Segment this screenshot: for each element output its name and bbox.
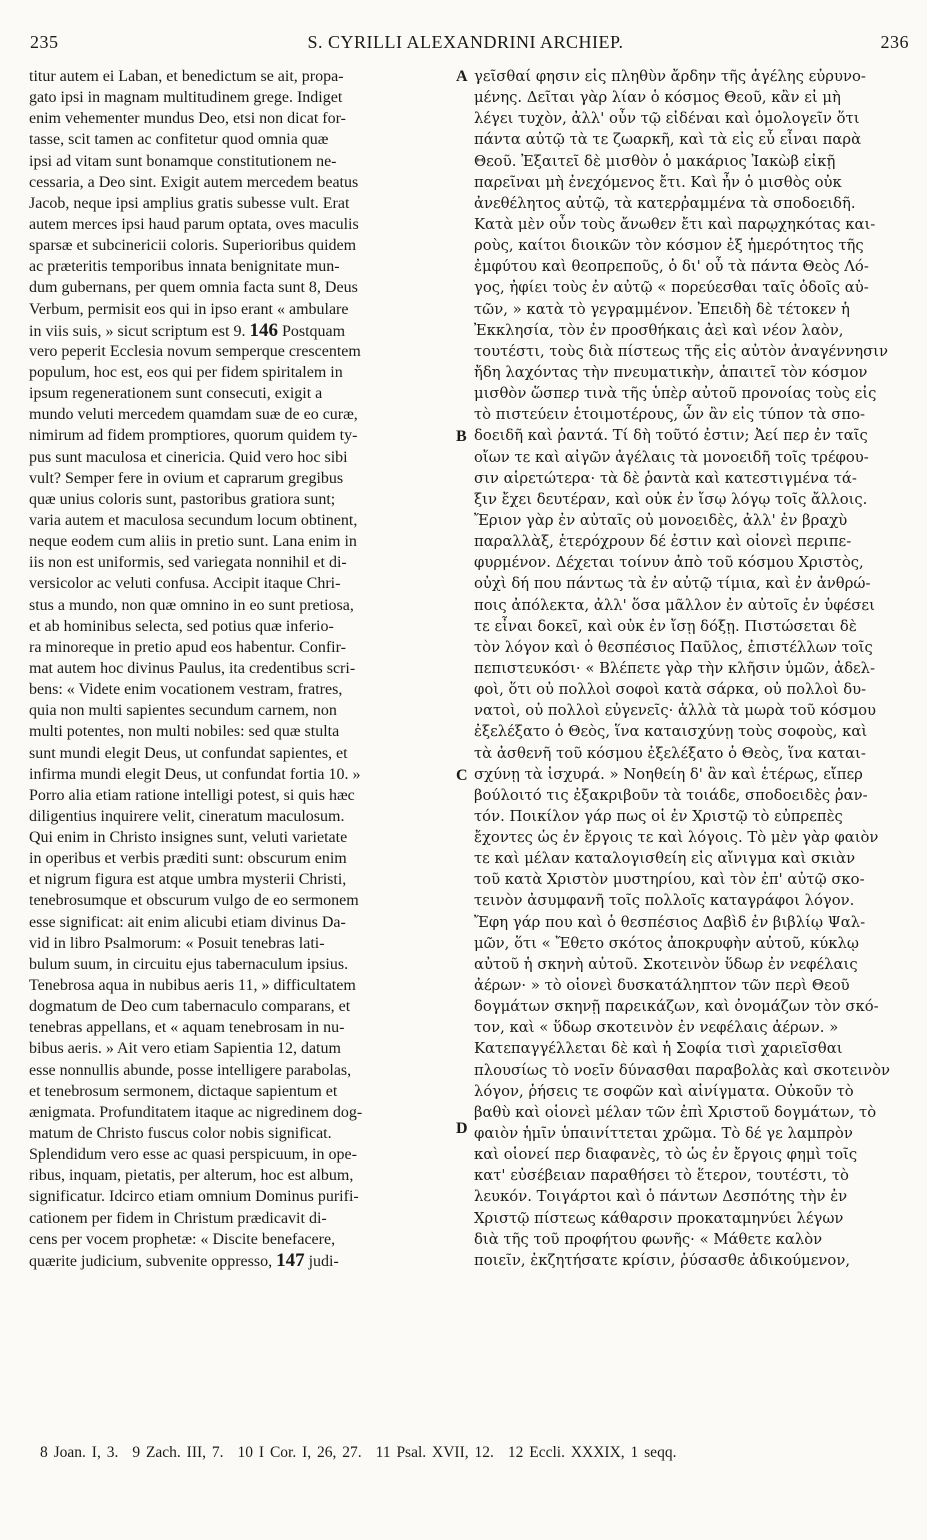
greek-line: οἴων τε καὶ αἰγῶν ἀγέλαις τὰ μονοειδῆ τοῖς τρέφου- bbox=[474, 448, 869, 466]
latin-line: nimirum ad fidem promptiores, quorum quidem ty- bbox=[29, 427, 358, 445]
latin-line: sunt mundi elegit Deus, ut confundat sapientes, et bbox=[29, 744, 348, 762]
latin-line: iis non est uniformis, sed variegata nonnihil et di- bbox=[29, 554, 347, 572]
greek-line: ἀνεθέλητος αὐτῷ, τὰ κατερῤαμμένα τὰ σποδοειδῆ. bbox=[474, 194, 856, 212]
greek-line: λευκόν. Τοιγάρτοι καὶ ὁ πάντων Δεσπότης τὴν ἐν bbox=[474, 1188, 848, 1206]
greek-line: ἐμφύτου καὶ θεοπρεποῦς, ὁ δι' οὗ τὰ πάντα Θεὸς Λό- bbox=[474, 258, 869, 276]
greek-line: τὸν λόγον καὶ ὁ θεσπέσιος Παῦλος, ἐπιστέλλων τοῖς bbox=[474, 638, 873, 656]
latin-line: esse nonnullis abunde, posse intelligere parabolas, bbox=[29, 1061, 352, 1079]
greek-line: λόγον, ῥήσεις τε σοφῶν καὶ αἰνίγματα. Οὐκοῦν τὸ bbox=[474, 1082, 854, 1100]
latin-line: varia autem et maculosa secundum locum obtinent, bbox=[29, 511, 358, 529]
greek-line: γος, ἠφίει τοὺς ἐν αὐτῷ « πορεύεσθαι ταῖς ὁδοῖς αὐ- bbox=[474, 279, 869, 297]
greek-line: τὰ ἀσθενῆ τοῦ κόσμου ἐξελέξατο ὁ Θεὸς, ἵνα καται- bbox=[474, 744, 866, 762]
latin-line: et nigrum figura est atque umbra mysterii Christi, bbox=[29, 871, 347, 889]
latin-line: bibus aeris. » Ait vero etiam Sapientia 12, datum bbox=[29, 1040, 341, 1058]
greek-line: Χριστῷ πίστεως κάθαρσιν προκαταμηνύει λέγων bbox=[474, 1209, 844, 1227]
greek-line: φυρμένον. Δέχεται τοίνυν ἀπὸ τοῦ κόσμου Χριστὸς, bbox=[474, 554, 864, 572]
greek-line: Ἔριον γὰρ ἐν αὐταῖς οὐ μονοειδὲς, ἀλλ' ἐν βραχὺ bbox=[474, 511, 848, 529]
latin-line: et tenebrosum sermonem, dictaque sapientum et bbox=[29, 1082, 338, 1100]
latin-line: ac præteritis temporibus innata benignitate mun- bbox=[29, 258, 340, 276]
page-number-right: 236 bbox=[880, 32, 909, 52]
latin-line: cessaria, a Deo sint. Exigit autem mercedem beatus bbox=[29, 173, 359, 191]
greek-line: ἀέρων· » τὸ οἱονεὶ δυσκατάληπτον τῶν περὶ Θεοῦ bbox=[474, 977, 850, 995]
greek-line: φαιὸν ἡμῖν ὑπαινίττεται χρῶμα. Τὸ δέ γε λαμπρὸν bbox=[474, 1125, 853, 1143]
greek-line: γεῖσθαί φησιν εἰς πληθὺν ἄρδην τῆς ἀγέλης εὐρυνο- bbox=[474, 68, 866, 85]
latin-line: quia non multi sapientes secundum carnem, non bbox=[29, 702, 337, 720]
greek-line: πάντα αὐτῷ τὰ τε ζωαρκῆ, καὶ τὰ εἰς εὖ εἶναι παρὰ bbox=[474, 131, 862, 149]
greek-line: τεινὸν ἀσυμφανῆ τοῖς πολλοῖς καταγράφοι λόγον. bbox=[474, 892, 855, 910]
greek-line: μένης. Δεῖται γὰρ λίαν ὁ κόσμος Θεοῦ, κἂν εἰ μὴ bbox=[474, 89, 841, 107]
latin-line: neque eodem cum aliis in pretio sunt. Lana enim in bbox=[29, 533, 357, 551]
margin-marker-a: A bbox=[456, 68, 468, 85]
column-number: 146 bbox=[249, 319, 278, 341]
greek-line: νατοὶ, οὐ πολλοὶ εὐγενεῖς· ἀλλὰ τὰ μωρὰ τοῦ κόσμου bbox=[474, 702, 877, 720]
footnotes bbox=[40, 1444, 907, 1462]
latin-line: autem merces ipsi haud parum optata, oves maculis bbox=[29, 215, 359, 233]
page-header bbox=[22, 32, 909, 60]
footnote: 11 Psal. XVII, 12. bbox=[375, 1444, 494, 1461]
latin-line: significatur. Idcirco etiam omnium Dominus purifi- bbox=[29, 1188, 359, 1206]
greek-line: σιν αἱρετώτερα· τὰ δὲ ῥαντὰ καὶ κατεστιγμένα τά- bbox=[474, 469, 857, 487]
latin-line: vero peperit Ecclesia novum semperque crescentem bbox=[29, 342, 361, 360]
greek-line: ποις ἀπόλεκτα, ἀλλ' ὅσα μᾶλλον ἐν αὐτοῖς ἐν ὑφέσει bbox=[474, 596, 875, 614]
latin-line: Porro alia etiam ratione intelligi potest, si quis hæc bbox=[29, 786, 355, 804]
latin-line: cationem per fidem in Christum prædicavit di- bbox=[29, 1209, 327, 1227]
latin-line: Verbum, permisit eos qui in ipso erant « ambulare bbox=[29, 300, 349, 318]
greek-line: βούλοιτό τις ἐξακριβοῦν τὰ τοιάδε, σποδοειδὲς ῥαν- bbox=[474, 786, 868, 804]
greek-line: Ἐκκλησία, τὸν ἐν προσθήκαις ἀεὶ καὶ νέον λαὸν, bbox=[474, 321, 844, 339]
latin-line: populum, hoc est, eos qui per fidem spiritalem in bbox=[29, 363, 343, 381]
greek-line: φοὶ, ὅτι οὐ πολλοὶ σοφοὶ κατὰ σάρκα, οὐ πολλοὶ δυ- bbox=[474, 681, 867, 699]
latin-line: quærite judicium, subvenite oppresso, 147 judi- bbox=[29, 1249, 339, 1271]
greek-line: Κατὰ μὲν οὖν τοὺς ἄνωθεν ἔτι καὶ παρῳχηκότας και- bbox=[474, 215, 876, 233]
latin-line: Jacob, neque ipsi amplius gratis subesse vult. Erat bbox=[29, 194, 350, 212]
latin-line: mat autem hoc divinus Paulus, ita credentibus scri- bbox=[29, 659, 356, 677]
greek-line: παρεῖναι μὴ ἐνεχόμενος ἔτι. Καὶ ἦν ὁ μισθὸς οὐκ bbox=[474, 173, 842, 191]
latin-line: ænigmata. Profunditatem itaque ac nigredinem dog- bbox=[29, 1103, 363, 1121]
greek-line: Κατεπαγγέλλεται δὲ καὶ ἡ Σοφία τισὶ χαριεῖσθαι bbox=[474, 1040, 843, 1058]
greek-line: τουτέστι, τοὺς διὰ πίστεως τῆς εἰς αὐτὸν ἀναγέννησιν bbox=[474, 342, 888, 360]
greek-line: τῶν, » κατὰ τὸ γεγραμμένον. Ἐπειδὴ δὲ τέτοκεν ἡ bbox=[474, 300, 850, 318]
latin-line: vult? Semper fere in ovium et caprarum gregibus bbox=[29, 469, 344, 487]
latin-line: matum de Christo fuscus color nobis significat. bbox=[29, 1125, 332, 1143]
latin-line: diligentius inquirere velit, cineratum maculosum. bbox=[29, 807, 345, 825]
greek-line: ἐξελέξατο ὁ Θεὸς, ἵνα καταισχύνῃ τοὺς σοφοὺς, καὶ bbox=[474, 723, 868, 741]
greek-line: τὸ πιστεύειν ἑτοιμοτέρους, ὧν ἂν εἰς τύπον τὰ σπο- bbox=[474, 406, 865, 424]
latin-line: ipsum regenerationem sunt consecuti, exigit a bbox=[29, 385, 323, 403]
latin-line: bens: « Videte enim vocationem vestram, fratres, bbox=[29, 681, 343, 699]
latin-line: pus sunt maculosa et cinericia. Quid vero hoc sibi bbox=[29, 448, 348, 466]
greek-line: τε εἶναι δοκεῖ, καὶ οὐκ ἐν ἴσῃ δόξῃ. Πιστώσεται δὲ bbox=[474, 617, 857, 635]
greek-line: οὐχὶ δή που πάντως τὰ ἐν αὐτῷ τίμια, καὶ ἐν ἀνθρώ- bbox=[474, 575, 871, 593]
latin-line: infirma mundi elegit Deus, ut confundat fortia 10. » bbox=[29, 765, 361, 783]
greek-line: ξιν ἔχει δευτέραν, καὶ οὐκ ἐν ἴσῳ λόγῳ τοῖς ἄλλοις. bbox=[474, 490, 868, 508]
greek-line: μισθὸν ὥσπερ τινὰ τῆς ὑπὲρ αὐτοῦ προνοίας τοὺς εἰς bbox=[474, 385, 877, 403]
latin-line: tenebras appellans, et « aquam tenebrosam in nu- bbox=[29, 1019, 345, 1037]
latin-line: multi potentes, non multi nobiles: sed quæ stulta bbox=[29, 723, 340, 741]
latin-line: dum gubernans, per quem omnia facta sunt 8, Deus bbox=[29, 279, 358, 297]
latin-line: vid in libro Psalmorum: « Posuit tenebras lati- bbox=[29, 934, 325, 952]
greek-line: μῶν, ὅτι « Ἔθετο σκότος ἀποκρυφὴν αὐτοῦ, κύκλῳ bbox=[474, 934, 859, 952]
latin-line: Tenebrosa aqua in nubibus aeris 11, » difficultatem bbox=[29, 977, 356, 995]
greek-line: ποιεῖν, ἐκζητήσατε κρίσιν, ῥύσασθε ἀδικούμενον, bbox=[474, 1251, 851, 1269]
greek-line: πεπιστευκόσι· « Βλέπετε γὰρ τὴν κλῆσιν ὑμῶν, ἀδελ- bbox=[474, 659, 876, 677]
greek-line: δογμάτων σκηνῇ παρεικάζων, καὶ ὀνομάζων τὸν σκό- bbox=[474, 998, 879, 1016]
latin-line: titur autem ei Laban, et benedictum se ait, propa- bbox=[29, 68, 344, 85]
latin-line: bulum suum, in circuitu ejus tabernaculum ipsius. bbox=[29, 955, 349, 973]
latin-line: in viis suis, » sicut scriptum est 9. 146 Postquam bbox=[29, 319, 346, 341]
greek-line: αὐτοῦ ἡ σκηνὴ αὐτοῦ. Σκοτεινὸν ὕδωρ ἐν νεφέλαις bbox=[474, 955, 858, 973]
latin-line: tasse, scit tamen ac confitetur quod omnia quæ bbox=[29, 131, 329, 149]
latin-line: ra minoreque in pretio apud eos habentur. Confir- bbox=[29, 638, 346, 656]
greek-line: ἤδη λαχόντας τὴν πνευματικὴν, ἀπαιτεῖ τὸν κόσμον bbox=[474, 363, 868, 381]
latin-line: mundo veluti mercedem quamdam suæ de eo curæ, bbox=[29, 406, 358, 424]
greek-line: λέγει τυχὸν, ἀλλ' οὖν τῷ εἰδέναι καὶ ὁμολογεῖν ὅτι bbox=[474, 110, 860, 128]
greek-line: Ἔφη γάρ που καὶ ὁ θεσπέσιος Δαβὶδ ἐν βιβλίῳ Ψαλ- bbox=[474, 913, 866, 931]
latin-line: cens per vocem prophetæ: « Discite benefacere, bbox=[29, 1230, 336, 1248]
greek-line: Θεοῦ. Ἐξαιτεῖ δὲ μισθὸν ὁ μακάριος Ἰακὼβ εἰκῇ bbox=[474, 152, 836, 170]
greek-line: σχύνῃ τὰ ἰσχυρά. » Νοηθείη δ' ἂν καὶ ἑτέρως, εἴπερ bbox=[474, 765, 863, 783]
latin-line: stus a mundo, non quæ omnino in eo sunt pretiosa, bbox=[29, 596, 354, 614]
latin-line: sparsæ et subcinericii coloris. Superioribus quidem bbox=[29, 237, 357, 255]
footnote: 12 Eccli. XXXIX, 1 seqq. bbox=[507, 1444, 677, 1461]
latin-line: tenebrosumque et obscurum vulgo de eo sermonem bbox=[29, 892, 359, 910]
greek-line: τόν. Ποικίλον γάρ πως οἱ ἐν Χριστῷ τὸ εὐπρεπὲς bbox=[474, 807, 843, 825]
greek-line: δοειδῆ καὶ ῥαντά. Τί δὴ τοῦτό ἐστιν; Ἀεί περ ἐν ταῖς bbox=[474, 427, 868, 445]
greek-line: ἔχοντες ὡς ἐν ἔργοις τε καὶ λόγοις. Τὸ μὲν γὰρ φαιὸν bbox=[474, 829, 879, 847]
latin-line: gato ipsi in magnam multitudinem grege. Indiget bbox=[29, 89, 343, 107]
footnote: 10 I Cor. I, 26, 27. bbox=[237, 1444, 362, 1461]
greek-line: πλουσίως τὸ νοεῖν δύνασθαι παραβολὰς καὶ σκοτεινὸν bbox=[474, 1061, 891, 1079]
greek-line: παραλλὰξ, ἑτερόχρουν δέ ἐστιν καὶ οἱονεὶ περιπε- bbox=[474, 533, 852, 551]
greek-line: τε καὶ μέλαν καταλογισθείη εἰς αἴνιγμα καὶ σκιὰν bbox=[474, 850, 856, 868]
footnote: 8 Joan. I, 3. bbox=[40, 1444, 119, 1461]
latin-line: et ab hominibus selecta, sed potius quæ inferio- bbox=[29, 617, 334, 635]
margin-marker-c: C bbox=[456, 767, 468, 784]
latin-column bbox=[29, 66, 449, 1271]
latin-line: esse significat: ait enim alicubi etiam divinus Da- bbox=[29, 913, 346, 931]
latin-line: dogmatum de Deo cum tabernaculo comparans, et bbox=[29, 998, 351, 1016]
greek-line: τοῦ κατὰ Χριστὸν μυστηρίου, καὶ τὸν ἐπ' αὐτῷ σκο- bbox=[474, 871, 865, 889]
greek-line: κατ' εὐσέβειαν παραθήσει τὸ ἕτερον, τουτέστι, τὸ bbox=[474, 1167, 849, 1185]
page-number-left: 235 bbox=[30, 32, 59, 52]
greek-line: καὶ οἱονεί περ διαφανὲς, τὸ ὡς ἐν ἔργοις φημὶ τοῖς bbox=[474, 1146, 858, 1164]
latin-line: Qui enim in Christo insignes sunt, veluti varietate bbox=[29, 829, 348, 847]
latin-line: in operibus et verbis præditi sunt: obscurum enim bbox=[29, 850, 347, 868]
latin-line: enim vehementer mundus Deo, etsi non dicat for- bbox=[29, 110, 346, 128]
latin-line: Splendidum vero esse ac quasi perspicuum, in ope- bbox=[29, 1146, 357, 1164]
latin-line: quæ unius coloris sunt, pastoribus gratiora sunt; bbox=[29, 490, 336, 508]
footnote: 9 Zach. III, 7. bbox=[132, 1444, 224, 1461]
latin-line: ribus, inquam, pietatis, per alterum, hoc est album, bbox=[29, 1167, 354, 1185]
greek-line: διὰ τῆς τοῦ προφήτου φωνῆς· « Μάθετε καλὸν bbox=[474, 1230, 823, 1248]
greek-column bbox=[474, 66, 899, 1271]
running-title: S. CYRILLI ALEXANDRINI ARCHIEP. bbox=[307, 32, 624, 52]
margin-marker-b: B bbox=[456, 428, 467, 445]
greek-line: τον, καὶ « ὕδωρ σκοτεινὸν ἐν νεφέλαις ἀέρων. » bbox=[474, 1019, 839, 1037]
column-number: 147 bbox=[276, 1249, 305, 1271]
latin-line: versicolor ac veluti confusa. Accipit itaque Chri- bbox=[29, 575, 341, 593]
greek-line: ροὺς, καίτοι διοικῶν τὸν κόσμον ἐξ ἡμερότητος τῆς bbox=[474, 237, 864, 255]
greek-line: βαθὺ καὶ οἱονεὶ μέλαν τῶν ἐπὶ Χριστοῦ δογμάτων, τὸ bbox=[474, 1103, 877, 1121]
latin-line: ipsi ad vitam sunt bonamque constitutionem ne- bbox=[29, 152, 337, 170]
margin-marker-d: D bbox=[456, 1120, 468, 1137]
